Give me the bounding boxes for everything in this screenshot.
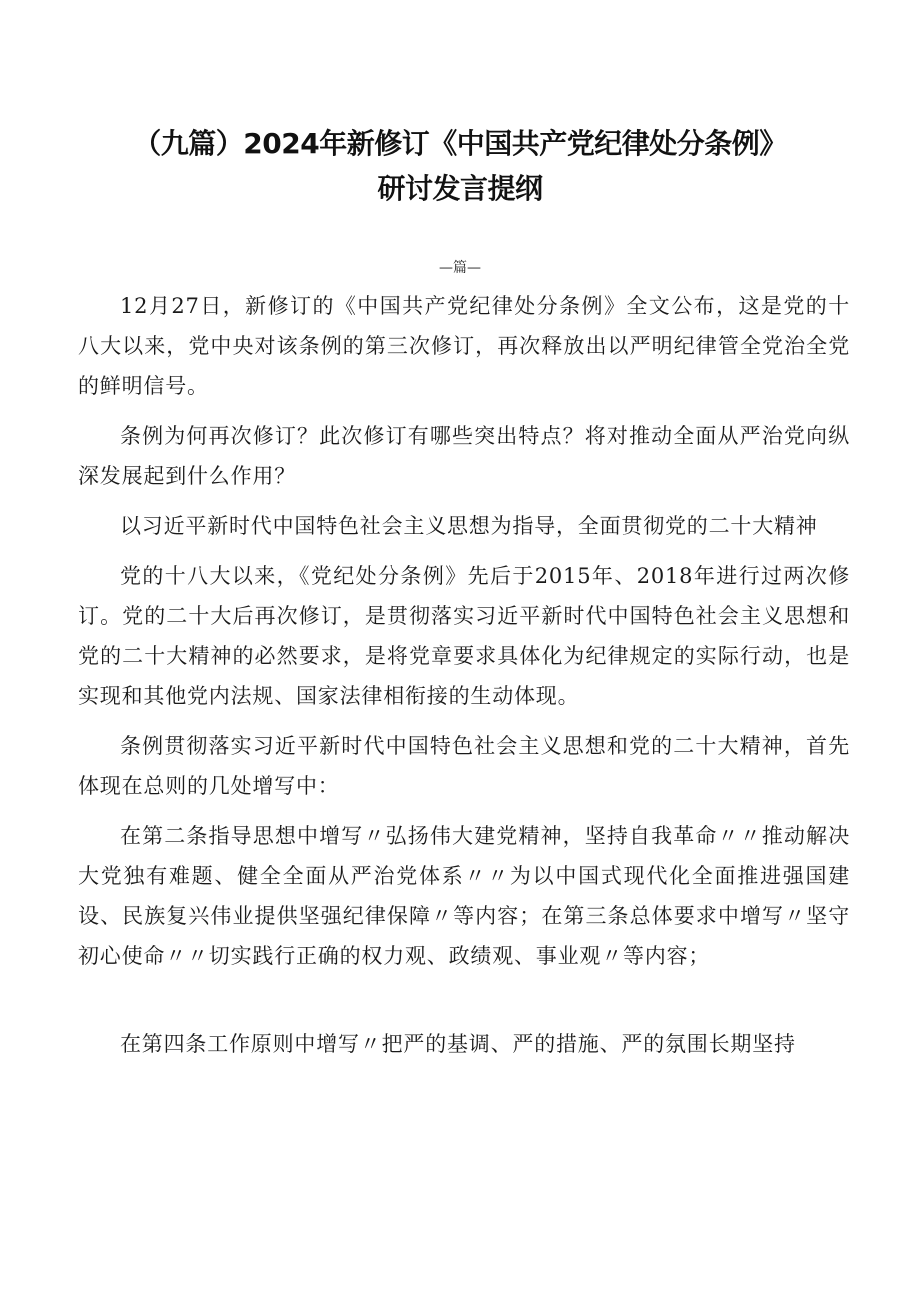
paragraph: 条例贯彻落实习近平新时代中国特色社会主义思想和党的二十大精神，首先体现在总则的几处增写中： (78, 734, 850, 798)
paragraph: 以习近平新时代中国特色社会主义思想为指导，全面贯彻党的二十大精神 (120, 514, 818, 538)
document-body (78, 286, 850, 1074)
document-subtitle: 研讨发言提纲 (377, 172, 543, 205)
paragraph: 在第二条指导思想中增写〃弘扬伟大建党精神，坚持自我革命〃〃推动解决大党独有难题、健全全面从严治党体系〃〃为以中国式现代化全面推进强国建设、民族复兴伟业提供坚强纪律保障〃等内容；在第三条总体要求中增写〃坚守初心使命〃〃切实践行正确的权力观、政绩观、事业观〃等内容； (78, 824, 850, 968)
paragraph: 条例为何再次修订？此次修订有哪些突出特点？将对推动全面从严治党向纵深发展起到什么作用？ (78, 424, 850, 488)
document-title: （九篇）2024年新修订《中国共产党纪律处分条例》 (133, 127, 787, 160)
paragraph: 党的十八大以来，《党纪处分条例》先后于2015年、2018年进行过两次修订。党的二十大后再次修订，是贯彻落实习近平新时代中国特色社会主义思想和党的二十大精神的必然要求，是将党章要求具体化为纪律规定的实际行动，也是实现和其他党内法规、国家法律相衔接的生动体现。 (78, 564, 850, 708)
paragraph: 12月27日，新修订的《中国共产党纪律处分条例》全文公布，这是党的十八大以来，党中央对该条例的第三次修订，再次释放出以严明纪律管全党治全党的鲜明信号。 (78, 294, 850, 398)
paragraph: 在第四条工作原则中增写〃把严的基调、严的措施、严的氛围长期坚持 (120, 1032, 796, 1056)
section-label: —篇— (439, 260, 481, 276)
